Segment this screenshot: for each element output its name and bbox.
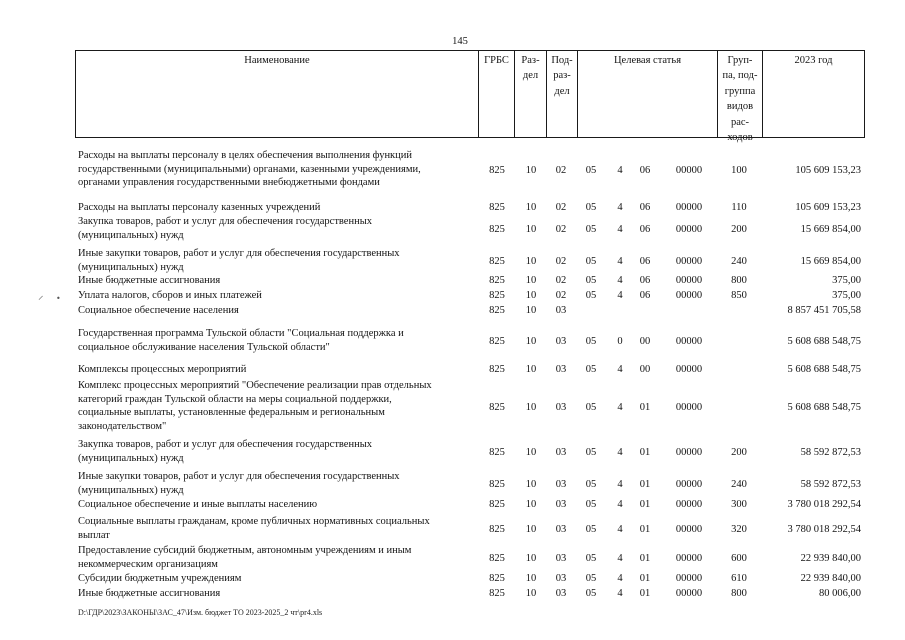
table-row bbox=[0, 215, 905, 242]
cell-razdel: 10 bbox=[525, 478, 537, 490]
cell-razdel: 10 bbox=[525, 588, 537, 599]
cell-razdel: 10 bbox=[525, 573, 537, 584]
table-row bbox=[0, 515, 905, 542]
row-name bbox=[78, 363, 470, 377]
cell-t3: 01 bbox=[639, 552, 651, 564]
cell-razdel: 10 bbox=[525, 164, 537, 176]
cell-t1: 05 bbox=[585, 499, 597, 510]
row-name-line: Иные закупки товаров, работ и услуг для обеспечения государственных bbox=[78, 471, 400, 482]
cell-t4: 00000 bbox=[675, 335, 703, 347]
cell-t1: 05 bbox=[585, 552, 597, 564]
row-name-line: (муниципальных) нужд bbox=[78, 229, 184, 241]
cell-amount: 15 669 854,00 bbox=[800, 255, 861, 267]
header-line: Наименование bbox=[244, 55, 310, 66]
cell-grbs: 825 bbox=[489, 552, 505, 564]
cell-podrazdel: 02 bbox=[555, 255, 567, 267]
cell-t2: 4 bbox=[617, 499, 623, 510]
cell-group: 240 bbox=[731, 255, 747, 267]
cell-razdel: 10 bbox=[525, 446, 537, 458]
table-row bbox=[0, 304, 905, 318]
row-name-line: Социальные выплаты гражданам, кроме публичных нормативных социальных bbox=[78, 516, 430, 527]
cell-group: 240 bbox=[731, 478, 747, 490]
row-name-line: Государственная программа Тульской области "Социальная поддержка и bbox=[78, 328, 404, 339]
row-name bbox=[78, 544, 470, 571]
cell-amount: 3 780 018 292,54 bbox=[787, 499, 861, 510]
cell-t3: 06 bbox=[639, 275, 651, 286]
cell-grbs: 825 bbox=[489, 401, 505, 413]
cell-grbs: 825 bbox=[489, 164, 505, 176]
header-line: дел bbox=[522, 70, 539, 82]
cell-amount: 80 006,00 bbox=[819, 588, 861, 599]
row-name-line: социальные выплаты, установленные федеральным и региональным bbox=[78, 407, 385, 419]
cell-podrazdel: 03 bbox=[555, 552, 567, 564]
cell-amount: 105 609 153,23 bbox=[795, 202, 861, 213]
row-name bbox=[78, 149, 470, 190]
cell-t3: 06 bbox=[639, 290, 651, 301]
cell-grbs: 825 bbox=[489, 364, 505, 375]
cell-razdel: 10 bbox=[525, 223, 537, 235]
cell-t2: 4 bbox=[617, 573, 623, 584]
cell-t4: 00000 bbox=[675, 255, 703, 267]
cell-grbs: 825 bbox=[489, 202, 505, 213]
cell-t3: 01 bbox=[639, 401, 651, 413]
cell-t3: 06 bbox=[639, 164, 651, 176]
cell-t4: 00000 bbox=[675, 364, 703, 375]
row-name-line: Расходы на выплаты персоналу казенных учреждений bbox=[78, 202, 321, 213]
cell-t2: 4 bbox=[617, 478, 623, 490]
cell-t2: 4 bbox=[617, 446, 623, 458]
cell-t1: 05 bbox=[585, 275, 597, 286]
cell-t4: 00000 bbox=[675, 552, 703, 564]
cell-amount: 5 608 688 548,75 bbox=[787, 401, 861, 413]
header-line: Целевая статья bbox=[613, 55, 682, 66]
cell-grbs: 825 bbox=[489, 446, 505, 458]
cell-t1: 05 bbox=[585, 523, 597, 535]
margin-scribble-mark: ⸝ bbox=[38, 289, 44, 302]
cell-t4: 00000 bbox=[675, 478, 703, 490]
cell-amount: 22 939 840,00 bbox=[800, 552, 861, 564]
cell-t2: 4 bbox=[617, 164, 623, 176]
cell-t3: 00 bbox=[639, 335, 651, 347]
cell-amount: 22 939 840,00 bbox=[800, 573, 861, 584]
row-name-line: органами управления государственными внебюджетными фондами bbox=[78, 177, 380, 189]
table-row bbox=[0, 470, 905, 497]
cell-razdel: 10 bbox=[525, 523, 537, 535]
cell-t1: 05 bbox=[585, 290, 597, 301]
row-name-line: Комплексы процессных мероприятий bbox=[78, 364, 247, 375]
row-name-line: Субсидии бюджетным учреждениям bbox=[78, 573, 242, 584]
cell-t4: 00000 bbox=[675, 588, 703, 599]
cell-t4: 00000 bbox=[675, 523, 703, 535]
cell-group: 200 bbox=[731, 446, 747, 458]
cell-t2: 4 bbox=[617, 588, 623, 599]
cell-razdel: 10 bbox=[525, 499, 537, 510]
cell-t3: 00 bbox=[639, 364, 651, 375]
row-name bbox=[78, 515, 470, 542]
row-name bbox=[78, 215, 470, 242]
header-line: рас- bbox=[730, 116, 750, 128]
cell-podrazdel: 02 bbox=[555, 223, 567, 235]
cell-t1: 05 bbox=[585, 202, 597, 213]
cell-group: 610 bbox=[731, 573, 747, 584]
cell-podrazdel: 03 bbox=[555, 364, 567, 375]
cell-podrazdel: 02 bbox=[555, 290, 567, 301]
row-name bbox=[78, 379, 470, 434]
cell-podrazdel: 02 bbox=[555, 164, 567, 176]
cell-group: 600 bbox=[731, 552, 747, 564]
cell-t4: 00000 bbox=[675, 401, 703, 413]
cell-amount: 105 609 153,23 bbox=[795, 164, 861, 176]
cell-grbs: 825 bbox=[489, 573, 505, 584]
table-row bbox=[0, 438, 905, 465]
cell-group: 100 bbox=[731, 164, 747, 176]
cell-amount: 15 669 854,00 bbox=[800, 223, 861, 235]
cell-razdel: 10 bbox=[525, 401, 537, 413]
cell-amount: 5 608 688 548,75 bbox=[787, 364, 861, 375]
row-name bbox=[78, 274, 470, 288]
cell-t3: 01 bbox=[639, 588, 651, 599]
cell-t1: 05 bbox=[585, 335, 597, 347]
cell-podrazdel: 03 bbox=[555, 573, 567, 584]
cell-t4: 00000 bbox=[675, 446, 703, 458]
table-row bbox=[0, 498, 905, 512]
header-line: раз- bbox=[553, 70, 571, 82]
cell-t1: 05 bbox=[585, 478, 597, 490]
cell-grbs: 825 bbox=[489, 223, 505, 235]
row-name-line: социальное обслуживание населения Тульской области" bbox=[78, 341, 330, 353]
cell-t4: 00000 bbox=[675, 573, 703, 584]
margin-dot-mark: • bbox=[56, 294, 61, 303]
row-name-line: Закупка товаров, работ и услуг для обеспечения государственных bbox=[78, 439, 373, 450]
row-name bbox=[78, 327, 470, 354]
row-name-line: (муниципальных) нужд bbox=[78, 484, 184, 496]
cell-t1: 05 bbox=[585, 401, 597, 413]
cell-podrazdel: 02 bbox=[555, 275, 567, 286]
cell-t4: 00000 bbox=[675, 275, 703, 286]
cell-razdel: 10 bbox=[525, 305, 537, 316]
cell-t4: 00000 bbox=[675, 202, 703, 213]
row-name bbox=[78, 438, 470, 465]
cell-amount: 3 780 018 292,54 bbox=[787, 523, 861, 535]
row-name-line: Иные бюджетные ассигнования bbox=[78, 275, 221, 286]
header-line: Груп- bbox=[727, 55, 753, 66]
table-row bbox=[0, 201, 905, 215]
cell-t3: 06 bbox=[639, 223, 651, 235]
cell-t4: 00000 bbox=[675, 164, 703, 176]
row-name-line: Социальное обеспечение населения bbox=[78, 305, 239, 316]
cell-group: 320 bbox=[731, 523, 747, 535]
cell-grbs: 825 bbox=[489, 499, 505, 510]
cell-amount: 58 592 872,53 bbox=[800, 478, 861, 490]
row-name bbox=[78, 304, 470, 318]
row-name bbox=[78, 587, 470, 601]
table-row bbox=[0, 379, 905, 434]
row-name bbox=[78, 289, 470, 303]
cell-t3: 01 bbox=[639, 446, 651, 458]
table-row bbox=[0, 289, 905, 303]
cell-t2: 4 bbox=[617, 523, 623, 535]
cell-razdel: 10 bbox=[525, 202, 537, 213]
cell-t2: 4 bbox=[617, 552, 623, 564]
cell-t2: 4 bbox=[617, 202, 623, 213]
row-name-line: некоммерческим организациям bbox=[78, 558, 218, 570]
row-name-line: (муниципальных) нужд bbox=[78, 452, 184, 464]
page-number: 145 bbox=[452, 36, 468, 47]
cell-podrazdel: 02 bbox=[555, 202, 567, 213]
row-name-line: Предоставление субсидий бюджетным, автономным учреждениям и иным bbox=[78, 545, 412, 556]
cell-podrazdel: 03 bbox=[555, 305, 567, 316]
cell-group: 800 bbox=[731, 588, 747, 599]
cell-t1: 05 bbox=[585, 255, 597, 267]
cell-t1: 05 bbox=[585, 164, 597, 176]
cell-razdel: 10 bbox=[525, 335, 537, 347]
header-line: ходов bbox=[727, 132, 753, 144]
table-row bbox=[0, 247, 905, 274]
cell-razdel: 10 bbox=[525, 275, 537, 286]
cell-grbs: 825 bbox=[489, 478, 505, 490]
table-row bbox=[0, 572, 905, 586]
table-row bbox=[0, 544, 905, 571]
header-line: Под- bbox=[551, 55, 573, 66]
cell-t1: 05 bbox=[585, 364, 597, 375]
cell-podrazdel: 03 bbox=[555, 446, 567, 458]
cell-grbs: 825 bbox=[489, 588, 505, 599]
cell-t1: 05 bbox=[585, 588, 597, 599]
row-name-line: (муниципальных) нужд bbox=[78, 261, 184, 273]
row-name-line: Иные закупки товаров, работ и услуг для обеспечения государственных bbox=[78, 248, 400, 259]
cell-t4: 00000 bbox=[675, 499, 703, 510]
file-path-footer: D:\ГДР\2023\ЗАКОНЫ\ЗАС_47\Изм. бюджет ТО 2023-2025_2 чт\pr4.xls bbox=[78, 608, 323, 617]
cell-group: 300 bbox=[731, 499, 747, 510]
cell-t2: 0 bbox=[617, 335, 623, 347]
row-name-line: Комплекс процессных мероприятий "Обеспечение реализации прав отдельных bbox=[78, 380, 432, 391]
cell-razdel: 10 bbox=[525, 552, 537, 564]
cell-podrazdel: 03 bbox=[555, 401, 567, 413]
cell-group: 110 bbox=[731, 202, 747, 213]
header-line: ГРБС bbox=[484, 55, 509, 66]
cell-group: 850 bbox=[731, 290, 747, 301]
cell-t2: 4 bbox=[617, 401, 623, 413]
cell-group: 800 bbox=[731, 275, 747, 286]
cell-t3: 06 bbox=[639, 255, 651, 267]
cell-grbs: 825 bbox=[489, 335, 505, 347]
table-row bbox=[0, 327, 905, 354]
header-line: Раз- bbox=[521, 55, 540, 66]
row-name-line: законодательством" bbox=[78, 421, 167, 433]
cell-t1: 05 bbox=[585, 223, 597, 235]
cell-t3: 06 bbox=[639, 202, 651, 213]
cell-t3: 01 bbox=[639, 499, 651, 510]
cell-grbs: 825 bbox=[489, 255, 505, 267]
cell-amount: 8 857 451 705,58 bbox=[787, 305, 861, 316]
cell-group: 200 bbox=[731, 223, 747, 235]
cell-t4: 00000 bbox=[675, 290, 703, 301]
cell-t2: 4 bbox=[617, 255, 623, 267]
cell-t2: 4 bbox=[617, 290, 623, 301]
cell-grbs: 825 bbox=[489, 275, 505, 286]
cell-amount: 375,00 bbox=[832, 290, 861, 301]
row-name-line: Закупка товаров, работ и услуг для обеспечения государственных bbox=[78, 216, 373, 227]
row-name bbox=[78, 201, 470, 215]
cell-t3: 01 bbox=[639, 523, 651, 535]
row-name-line: Расходы на выплаты персоналу в целях обеспечения выполнения функций bbox=[78, 150, 413, 161]
cell-razdel: 10 bbox=[525, 290, 537, 301]
cell-grbs: 825 bbox=[489, 305, 505, 316]
row-name bbox=[78, 470, 470, 497]
row-name bbox=[78, 572, 470, 586]
cell-t3: 01 bbox=[639, 478, 651, 490]
cell-t2: 4 bbox=[617, 275, 623, 286]
cell-razdel: 10 bbox=[525, 255, 537, 267]
header-line: дел bbox=[554, 85, 570, 97]
cell-podrazdel: 03 bbox=[555, 335, 567, 347]
row-name-line: категорий граждан Тульской области на меры социальной поддержки, bbox=[78, 393, 392, 405]
cell-t2: 4 bbox=[617, 364, 623, 375]
cell-podrazdel: 03 bbox=[555, 523, 567, 535]
row-name-line: Иные бюджетные ассигнования bbox=[78, 588, 221, 599]
row-name-line: выплат bbox=[78, 529, 110, 541]
header-line: па, под- bbox=[722, 70, 758, 82]
cell-podrazdel: 03 bbox=[555, 499, 567, 510]
cell-amount: 375,00 bbox=[832, 275, 861, 286]
row-name bbox=[78, 498, 470, 512]
row-name bbox=[78, 247, 470, 274]
cell-podrazdel: 03 bbox=[555, 588, 567, 599]
table-row bbox=[0, 363, 905, 377]
table-row bbox=[0, 274, 905, 288]
table-row bbox=[0, 587, 905, 601]
cell-t1: 05 bbox=[585, 573, 597, 584]
header-line: 2023 год bbox=[794, 55, 833, 66]
header-line: видов bbox=[726, 101, 754, 113]
cell-grbs: 825 bbox=[489, 290, 505, 301]
header-line: группа bbox=[724, 85, 756, 97]
cell-t4: 00000 bbox=[675, 223, 703, 235]
cell-amount: 5 608 688 548,75 bbox=[787, 335, 861, 347]
cell-grbs: 825 bbox=[489, 523, 505, 535]
row-name-line: Социальное обеспечение и иные выплаты населению bbox=[78, 499, 318, 510]
cell-podrazdel: 03 bbox=[555, 478, 567, 490]
cell-t2: 4 bbox=[617, 223, 623, 235]
cell-t1: 05 bbox=[585, 446, 597, 458]
cell-amount: 58 592 872,53 bbox=[800, 446, 861, 458]
row-name-line: Уплата налогов, сборов и иных платежей bbox=[78, 290, 262, 301]
cell-t3: 01 bbox=[639, 573, 651, 584]
cell-razdel: 10 bbox=[525, 364, 537, 375]
row-name-line: государственными (муниципальными) органами, казенными учреждениями, bbox=[78, 163, 421, 175]
table-row bbox=[0, 149, 905, 190]
